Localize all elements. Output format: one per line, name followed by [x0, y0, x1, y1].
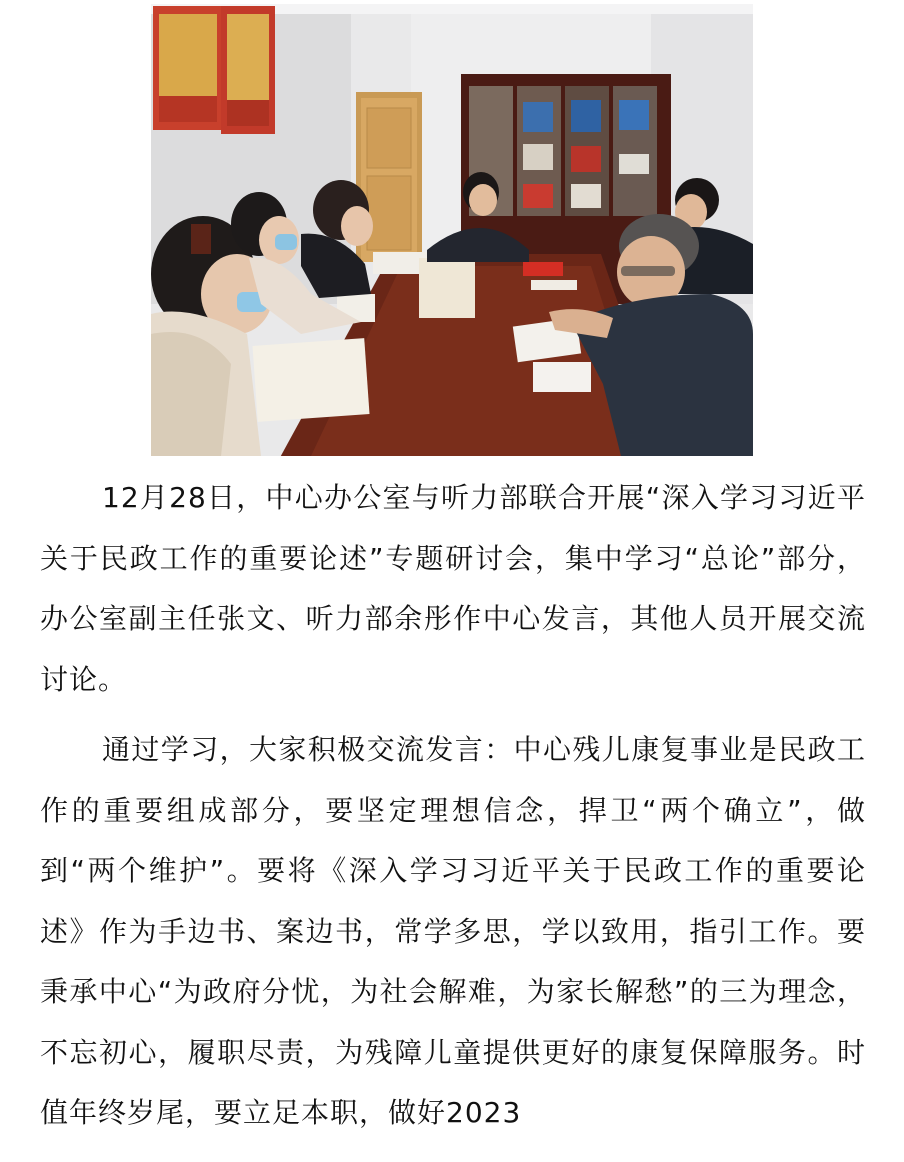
paragraph-1: 12月28日，中心办公室与听力部联合开展“深入学习习近平关于民政工作的重要论述”专题研讨会，集中学习“总论”部分，办公室副主任张文、听力部余彤作中心发言，其他人员开展交流讨论。	[40, 481, 866, 696]
paragraph-2: 通过学习，大家积极交流发言：中心残儿康复事业是民政工作的重要组成部分，要坚定理想信念，捍卫“两个确立”，做到“两个维护”。要将《深入学习习近平关于民政工作的重要论述》作为手边书、案边书，常学多思，学以致用，指引工作。要秉承中心“为政府分忧，为社会解难，为家长解愁”的三为理念，不忘初心，履职尽责，为残障儿童提供更好的康复保障服务。时值年终岁尾，要立足本职，做好2023	[40, 733, 866, 1129]
meeting-photo	[151, 4, 753, 456]
article-body	[40, 468, 866, 1144]
